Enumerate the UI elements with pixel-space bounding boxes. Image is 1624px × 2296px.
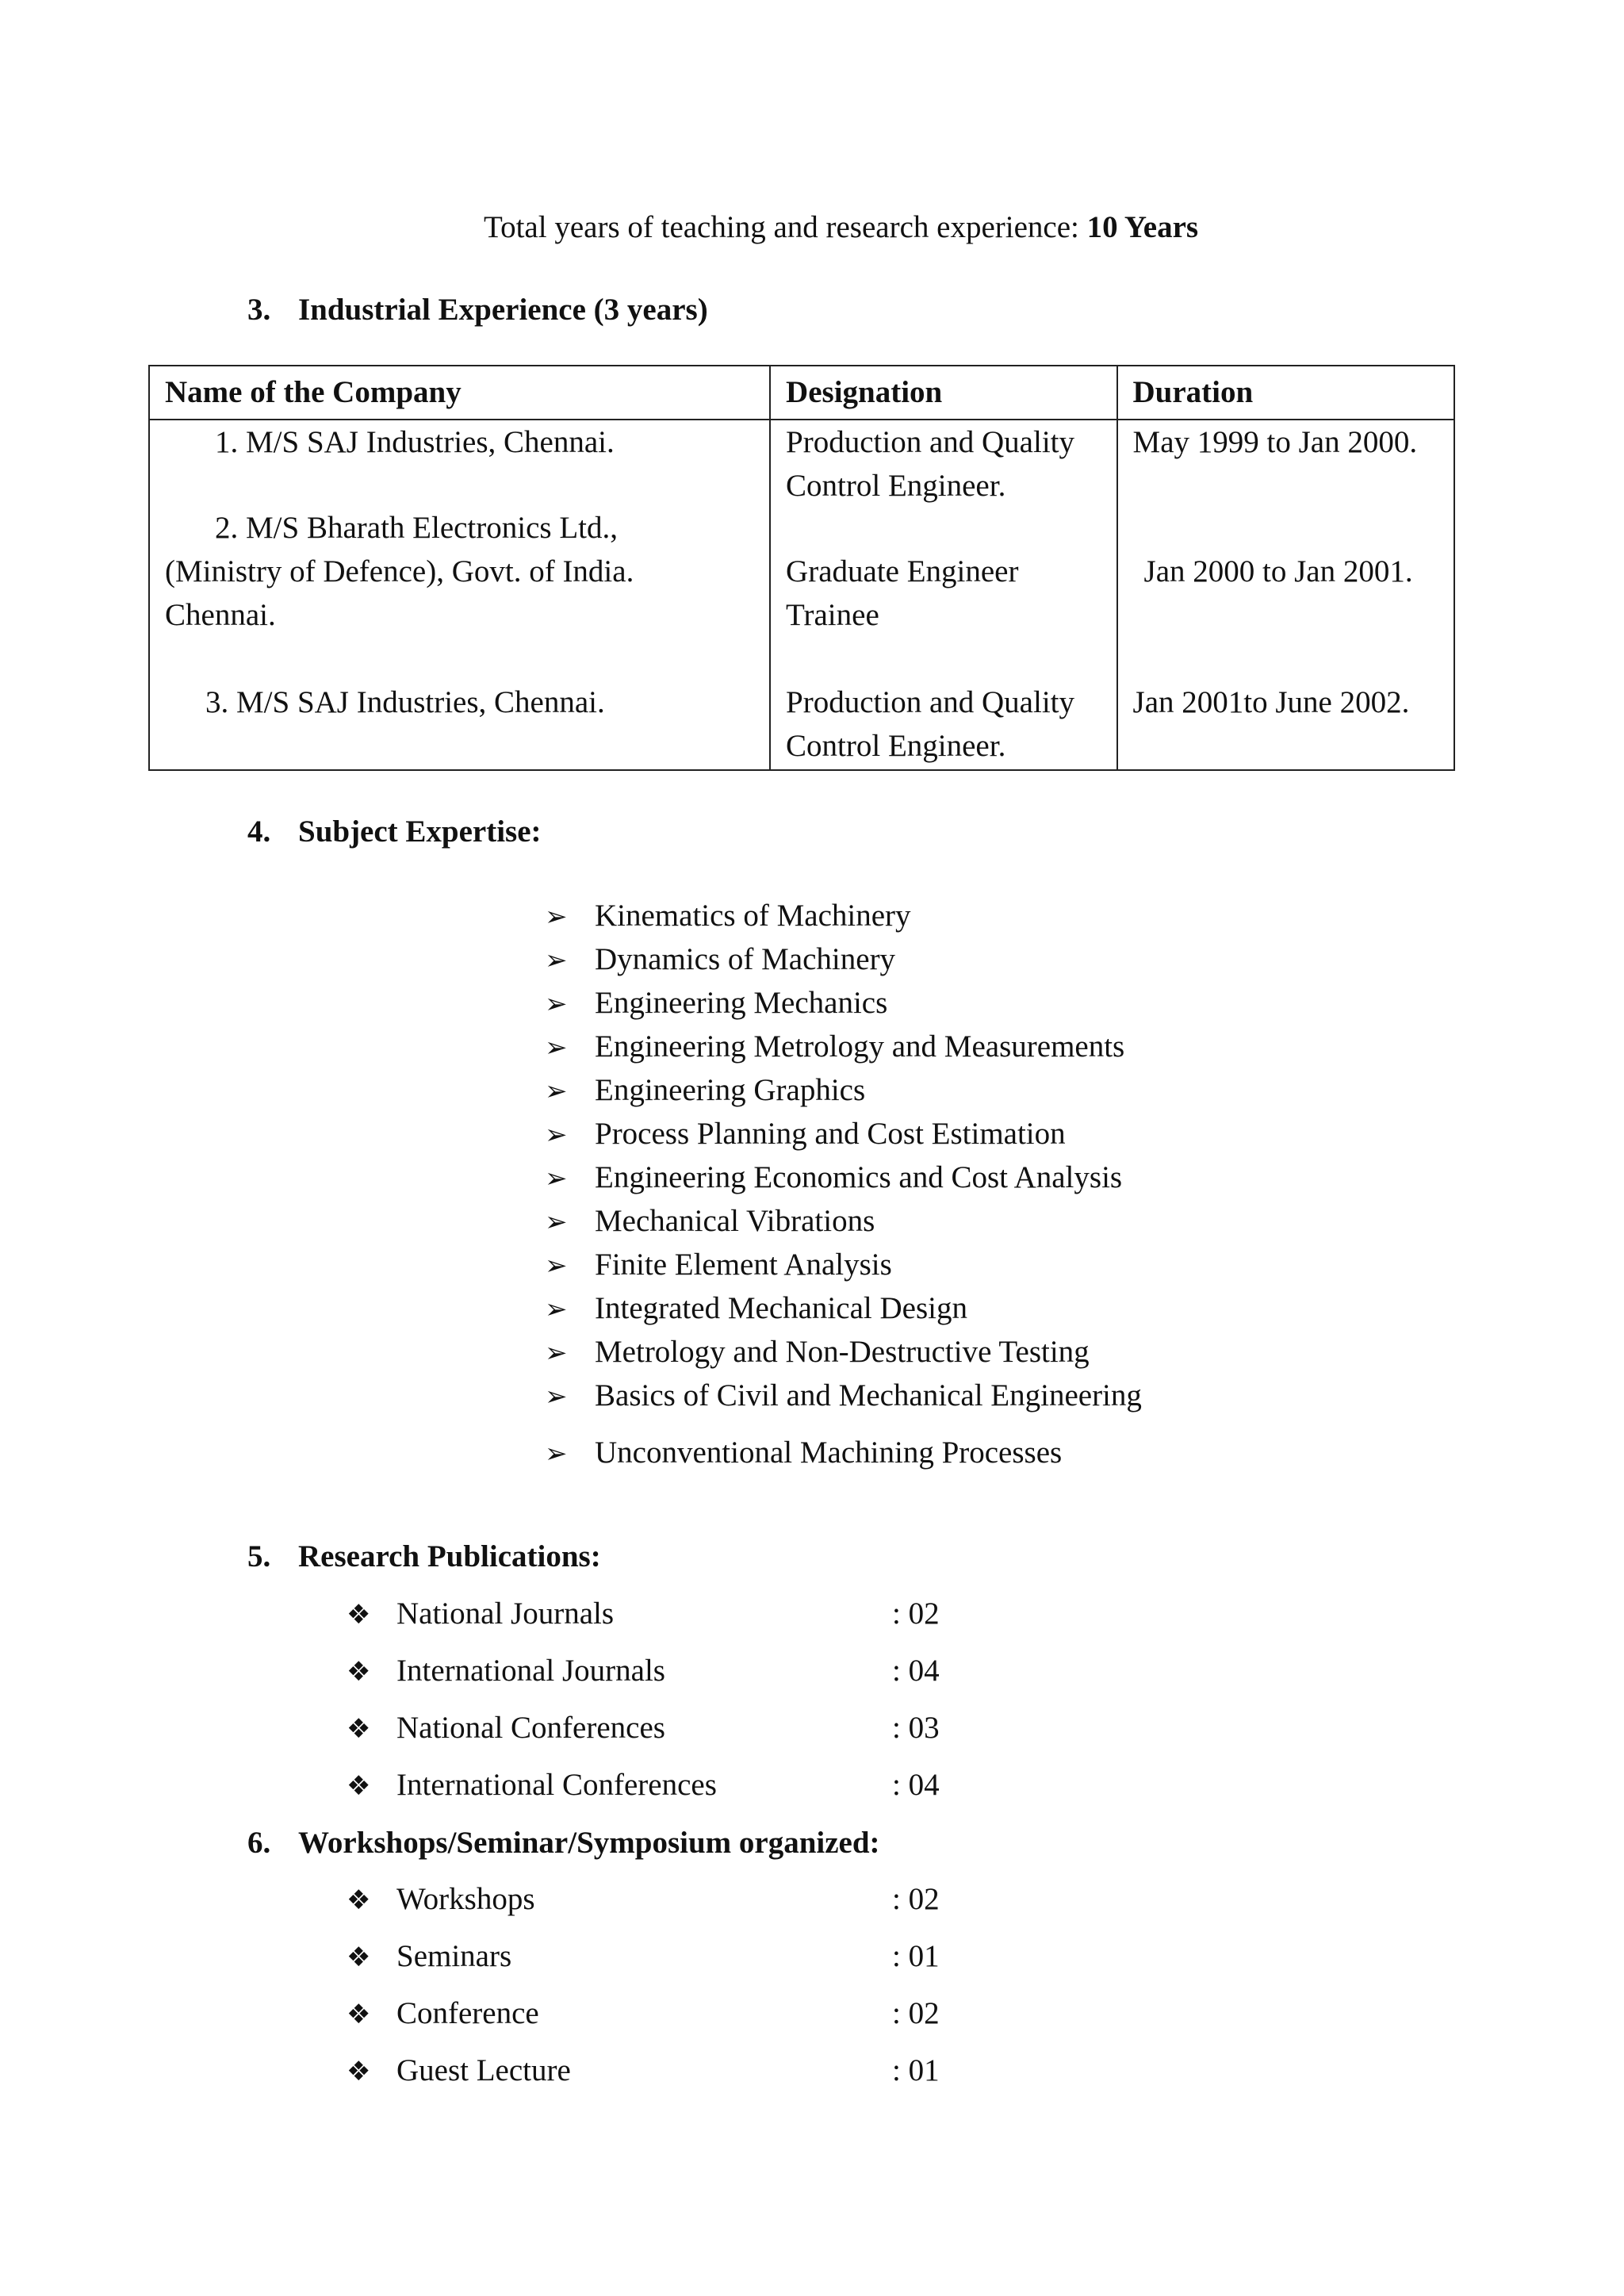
- list-item: ➢ Engineering Mechanics: [545, 981, 1142, 1025]
- designation-2-line-1: Graduate Engineer: [786, 554, 1019, 588]
- subject-expertise-heading: [247, 814, 542, 851]
- count-value: : 01: [892, 2053, 940, 2087]
- list-item: ➢ Mechanical Vibrations: [545, 1199, 1142, 1243]
- designation-3-line-2: Control Engineer.: [786, 729, 1006, 763]
- header-duration: Duration: [1117, 366, 1454, 420]
- section-title: Industrial Experience (3 years): [298, 293, 708, 327]
- list-item: ➢ Kinematics of Machinery: [545, 894, 1142, 937]
- industrial-experience-heading: [247, 292, 708, 329]
- section-number: 5.: [247, 1539, 271, 1573]
- header-designation: Designation: [770, 366, 1116, 420]
- count-value: : 02: [892, 1996, 940, 2030]
- list-item: ➢ Metrology and Non-Destructive Testing: [545, 1330, 1142, 1374]
- subject-expertise-list: [545, 894, 1142, 1474]
- designation-1-line-1: Production and Quality: [786, 425, 1074, 459]
- arrow-bullet-icon: ➢: [545, 1206, 568, 1238]
- list-item: ❖ International Conferences : 04: [347, 1757, 717, 1814]
- arrow-bullet-icon: ➢: [545, 945, 568, 976]
- arrow-bullet-icon: ➢: [545, 1163, 568, 1194]
- arrow-bullet-icon: ➢: [545, 1250, 568, 1282]
- designation-cell: [770, 420, 1116, 770]
- list-item: ❖ National Journals : 02: [347, 1585, 717, 1642]
- header-company: Name of the Company: [149, 366, 770, 420]
- arrow-bullet-icon: ➢: [545, 1075, 568, 1107]
- section-title: Research Publications:: [298, 1539, 601, 1573]
- list-item: ➢ Integrated Mechanical Design: [545, 1286, 1142, 1330]
- designation-2-line-2: Trainee: [786, 598, 879, 632]
- research-publications-heading: [247, 1539, 601, 1576]
- total-experience-value: 10 Years: [1086, 210, 1199, 244]
- list-item: ➢ Finite Element Analysis: [545, 1243, 1142, 1286]
- diamond-bullet-icon: ❖: [347, 1999, 371, 2030]
- arrow-bullet-icon: ➢: [545, 988, 568, 1020]
- list-item: ❖ Workshops : 02: [347, 1871, 571, 1928]
- company-cell: [149, 420, 770, 770]
- list-item: ➢ Dynamics of Machinery: [545, 937, 1142, 981]
- count-value: : 01: [892, 1939, 940, 1973]
- diamond-bullet-icon: ❖: [347, 1770, 371, 1802]
- count-value: : 04: [892, 1768, 940, 1802]
- duration-2: Jan 2000 to Jan 2001.: [1143, 554, 1413, 588]
- list-item: ➢ Process Planning and Cost Estimation: [545, 1112, 1142, 1156]
- section-number: 6.: [247, 1826, 271, 1860]
- arrow-bullet-icon: ➢: [545, 901, 568, 933]
- diamond-bullet-icon: ❖: [347, 1599, 371, 1631]
- list-item: ➢ Engineering Metrology and Measurements: [545, 1025, 1142, 1068]
- diamond-bullet-icon: ❖: [347, 1941, 371, 1973]
- designation-1-line-2: Control Engineer.: [786, 469, 1006, 503]
- arrow-bullet-icon: ➢: [545, 1294, 568, 1325]
- list-item: ❖ Guest Lecture : 01: [347, 2042, 571, 2099]
- section-title: Subject Expertise:: [298, 815, 542, 849]
- company-3: 3. M/S SAJ Industries, Chennai.: [205, 685, 605, 719]
- arrow-bullet-icon: ➢: [545, 1438, 568, 1470]
- company-2-line-2: (Ministry of Defence), Govt. of India.: [165, 554, 634, 588]
- section-number: 4.: [247, 815, 271, 849]
- publications-list: [347, 1585, 940, 1814]
- arrow-bullet-icon: ➢: [545, 1337, 568, 1369]
- arrow-bullet-icon: ➢: [545, 1381, 568, 1412]
- list-item: ➢ Unconventional Machining Processes: [545, 1431, 1142, 1474]
- workshops-heading: [247, 1825, 880, 1862]
- duration-cell: [1117, 420, 1454, 770]
- list-item: ❖ International Journals : 04: [347, 1642, 717, 1700]
- diamond-bullet-icon: ❖: [347, 1884, 371, 1916]
- company-2-line-1: 2. M/S Bharath Electronics Ltd.,: [215, 511, 618, 545]
- industrial-experience-table: [148, 365, 1455, 771]
- list-item: ❖ Seminars : 01: [347, 1928, 571, 1985]
- section-number: 3.: [247, 293, 271, 327]
- total-experience-label: Total years of teaching and research experience:: [484, 210, 1087, 244]
- diamond-bullet-icon: ❖: [347, 1656, 371, 1688]
- table-row: [149, 420, 1454, 770]
- workshops-list: [347, 1871, 940, 2099]
- list-item: ➢ Engineering Graphics: [545, 1068, 1142, 1112]
- list-item: ❖ Conference : 02: [347, 1985, 571, 2042]
- duration-1: May 1999 to Jan 2000.: [1132, 425, 1418, 459]
- list-item: ➢ Basics of Civil and Mechanical Engineering: [545, 1374, 1142, 1417]
- diamond-bullet-icon: ❖: [347, 1713, 371, 1745]
- arrow-bullet-icon: ➢: [545, 1032, 568, 1064]
- company-2-line-3: Chennai.: [165, 598, 276, 632]
- list-item: ➢ Engineering Economics and Cost Analysis: [545, 1156, 1142, 1199]
- count-value: : 04: [892, 1654, 940, 1688]
- company-1: 1. M/S SAJ Industries, Chennai.: [215, 425, 615, 459]
- diamond-bullet-icon: ❖: [347, 2056, 371, 2087]
- section-title: Workshops/Seminar/Symposium organized:: [298, 1826, 880, 1860]
- count-value: : 02: [892, 1596, 940, 1631]
- count-value: : 02: [892, 1882, 940, 1916]
- duration-3: Jan 2001to June 2002.: [1132, 685, 1410, 719]
- count-value: : 03: [892, 1711, 940, 1745]
- table-header-row: [149, 366, 1454, 420]
- list-item: ❖ National Conferences : 03: [347, 1700, 717, 1757]
- total-experience-line: [484, 209, 1198, 247]
- designation-3-line-1: Production and Quality: [786, 685, 1074, 719]
- arrow-bullet-icon: ➢: [545, 1119, 568, 1151]
